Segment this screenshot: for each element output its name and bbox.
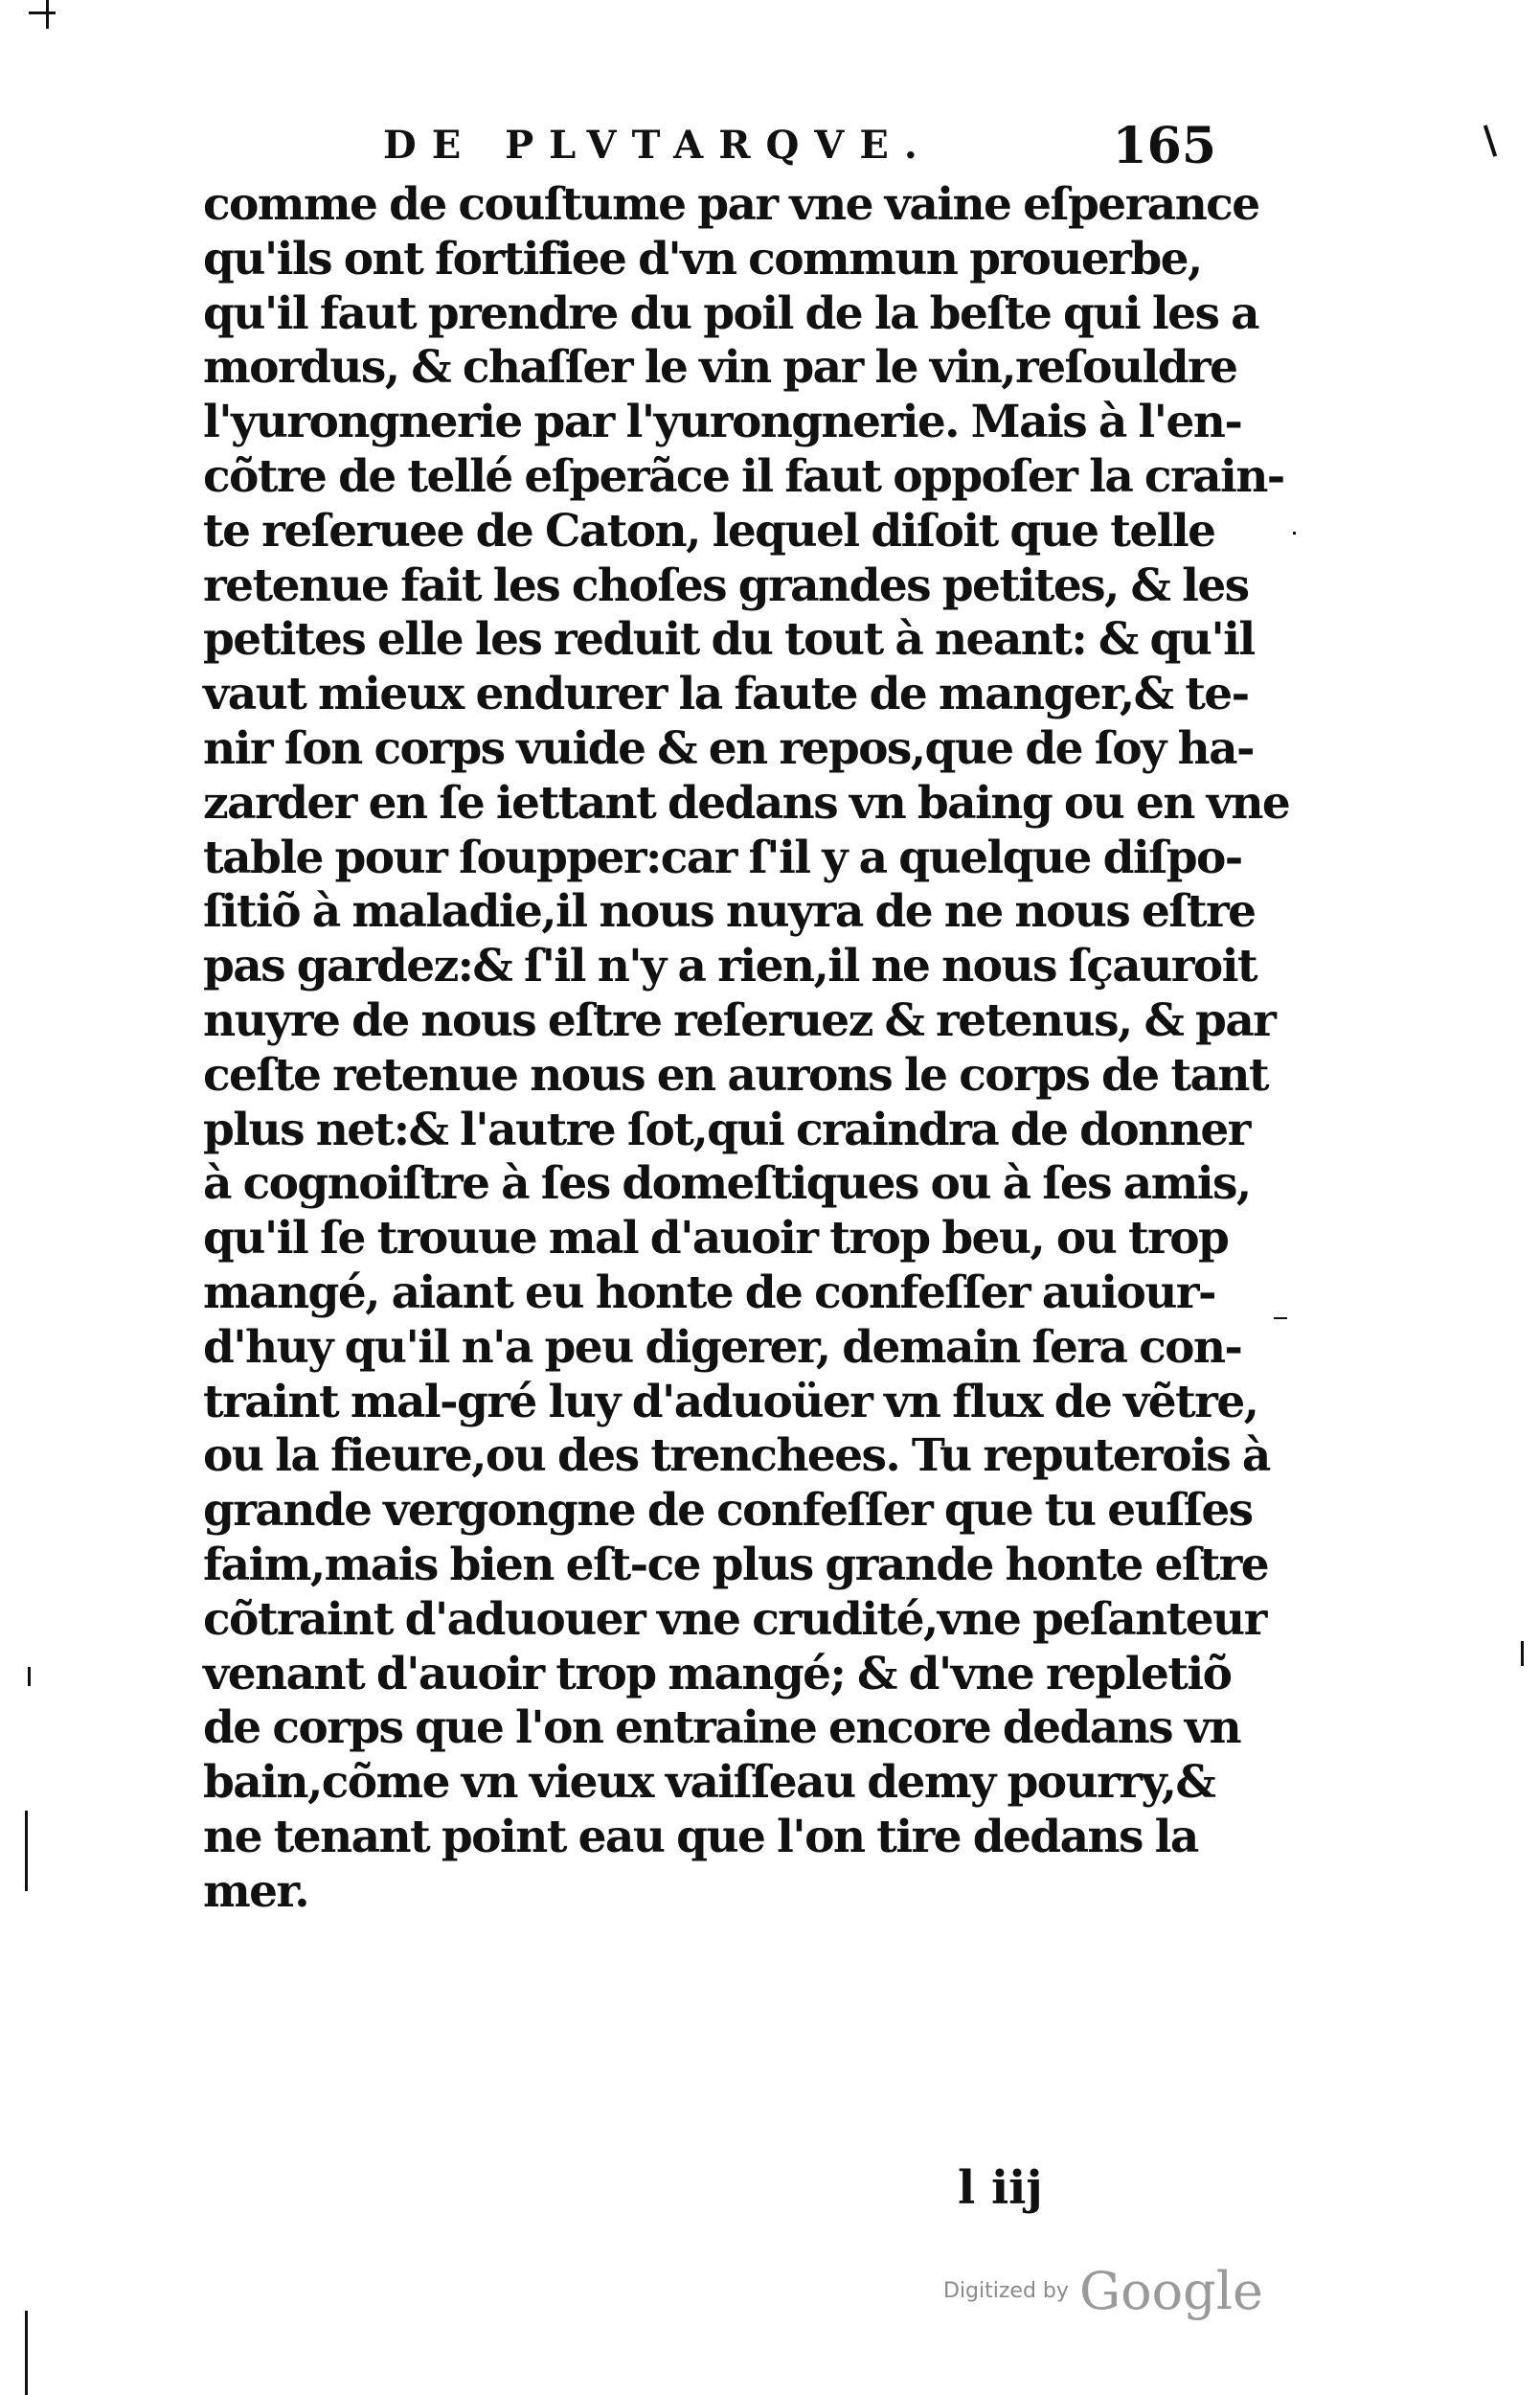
scan-artifact [46, 0, 49, 29]
scan-artifact [25, 1811, 28, 1891]
text-line: comme de couſtume par vne vaine eſperance [203, 178, 1259, 231]
text-line: l'yurongnerie par l'yurongnerie. Mais à l'en- [203, 396, 1242, 449]
google-logo: Google [1079, 2261, 1263, 2321]
text-line: de corps que l'on entraine encore dedans vn [203, 1701, 1241, 1755]
text-line: mordus, & chaſſer le vin par le vin,reſouldre [203, 341, 1237, 395]
text-line: pas gardez:& ſ'il n'y a rien,il ne nous ſçauroit [203, 940, 1257, 993]
page-header [383, 117, 1216, 180]
scan-artifact [1521, 1641, 1524, 1666]
text-line: plus net:& l'autre ſot,qui craindra de donner [203, 1103, 1250, 1156]
text-line: ou la fieure,ou des trenchees. Tu reputerois à [203, 1429, 1270, 1483]
text-line: d'huy qu'il n'a peu digerer, demain ſera con- [203, 1320, 1242, 1374]
text-line: retenue fait les choſes grandes petites, & les [203, 559, 1249, 612]
scan-artifact [1274, 1317, 1287, 1319]
digitization-watermark [943, 2261, 1263, 2321]
body-text [203, 178, 1290, 1920]
scan-artifact [1483, 125, 1497, 157]
text-line: cõtre de tellé eſperãce il faut oppoſer la crain- [203, 449, 1284, 503]
text-line: nir ſon corps vuide & en repos,que de ſoy ha- [203, 721, 1254, 775]
text-line: venant d'auoir trop mangé; & d'vne repletiõ [203, 1647, 1232, 1700]
scan-artifact [28, 1667, 31, 1686]
text-line: bain,cõme vn vieux vaiſſeau demy pourry,& [203, 1756, 1215, 1810]
text-line: qu'il faut prendre du poil de la beſte qui les a [203, 286, 1258, 340]
signature-mark: l iij [958, 2161, 1043, 2215]
text-line: zarder en ſe iettant dedans vn baing ou en vne [203, 776, 1290, 830]
text-line: te reſeruee de Caton, lequel diſoit que telle [203, 504, 1215, 558]
scan-artifact [25, 2311, 28, 2395]
running-head: DE PLVTARQVE. [383, 123, 933, 168]
watermark-prefix: Digitized by [943, 2279, 1069, 2303]
text-line: à cognoiſtre à ſes domeſtiques ou à ſes amis, [203, 1157, 1251, 1211]
text-line: vaut mieux endurer la faute de manger,& te- [203, 668, 1249, 721]
text-line: mangé, aiant eu honte de confeſſer auiour- [203, 1266, 1215, 1319]
text-line: faim,mais bien eſt-ce plus grande honte eſtre [203, 1538, 1269, 1591]
text-line: table pour ſoupper:car ſ'il y a quelque diſpo- [203, 831, 1242, 884]
text-line: qu'ils ont fortifiee d'vn commun prouerbe, [203, 232, 1202, 285]
text-line: cõtraint d'aduouer vne crudité,vne peſanteur [203, 1592, 1266, 1646]
scan-artifact [29, 11, 56, 14]
text-line: ceſte retenue nous en aurons le corps de tant [203, 1048, 1268, 1102]
text-line: grande vergongne de confeſſer que tu euſſes [203, 1484, 1253, 1538]
text-line: mer. [203, 1864, 309, 1918]
text-line: petites elle les reduit du tout à neant: & qu'il [203, 613, 1255, 667]
text-line: ſitiõ à maladie,il nous nuyra de ne nous eſtre [203, 885, 1256, 939]
page-number: 165 [1112, 117, 1216, 175]
text-line: ne tenant point eau que l'on tire dedans la [203, 1810, 1198, 1863]
text-line: qu'il ſe trouue mal d'auoir trop beu, ou trop [203, 1212, 1229, 1266]
text-line: nuyre de nous eſtre reſeruez & retenus, & par [203, 993, 1276, 1047]
scan-artifact [1293, 532, 1296, 535]
text-line: traint mal-gré luy d'aduoüer vn flux de vẽtre, [203, 1375, 1258, 1428]
